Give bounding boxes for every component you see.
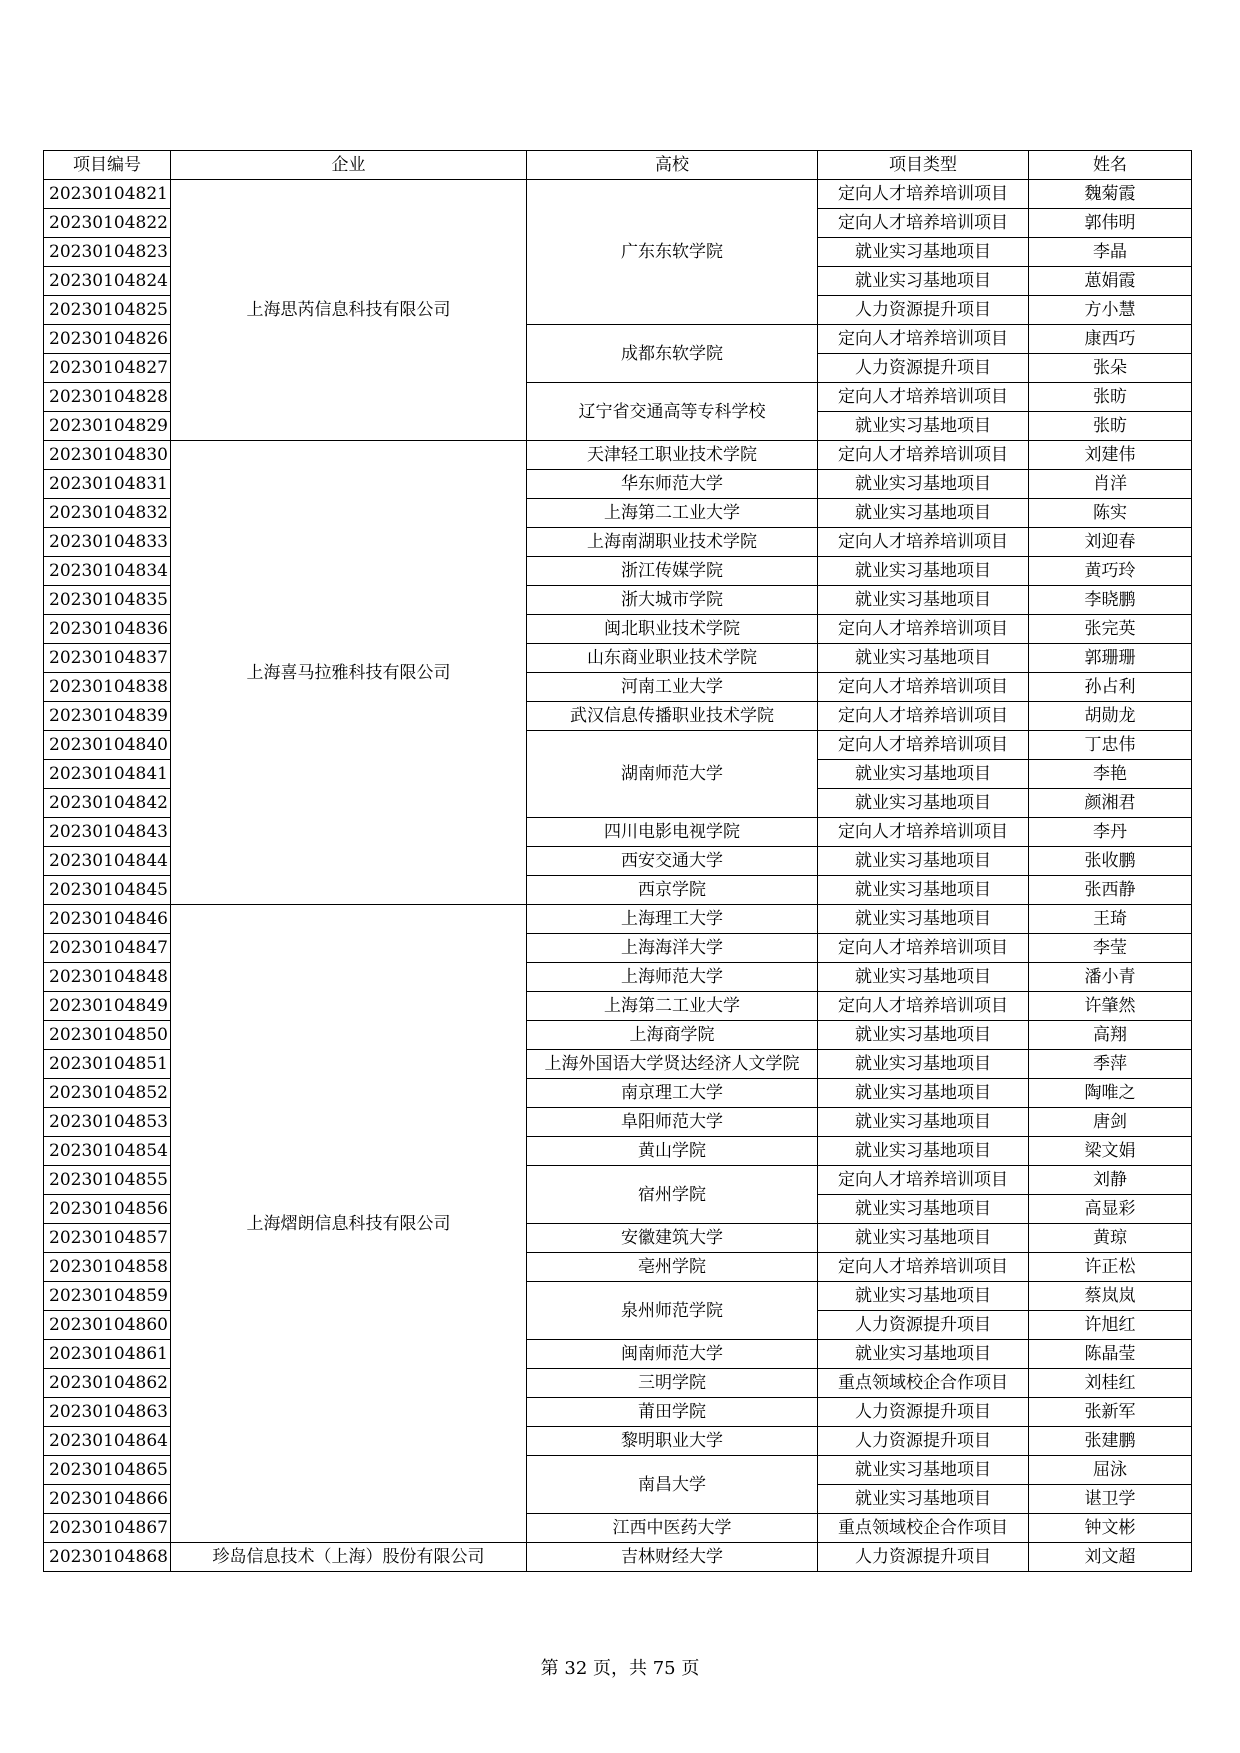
project-type-cell: 重点领域校企合作项目 [818, 1369, 1029, 1398]
person-name-cell: 刘建伟 [1029, 441, 1192, 470]
person-name-cell: 张昉 [1029, 383, 1192, 412]
project-type-cell: 就业实习基地项目 [818, 876, 1029, 905]
project-id-cell: 20230104848 [44, 963, 171, 992]
project-id-cell: 20230104842 [44, 789, 171, 818]
school-cell: 阜阳师范大学 [527, 1108, 818, 1137]
school-cell: 辽宁省交通高等专科学校 [527, 383, 818, 441]
project-id-cell: 20230104850 [44, 1021, 171, 1050]
school-cell: 南京理工大学 [527, 1079, 818, 1108]
project-id-cell: 20230104836 [44, 615, 171, 644]
header-row [44, 151, 1192, 180]
project-type-cell: 就业实习基地项目 [818, 1137, 1029, 1166]
project-id-cell: 20230104865 [44, 1456, 171, 1485]
person-name-cell: 屈泳 [1029, 1456, 1192, 1485]
project-type-cell: 人力资源提升项目 [818, 296, 1029, 325]
project-type-cell: 就业实习基地项目 [818, 1050, 1029, 1079]
person-name-cell: 黄巧玲 [1029, 557, 1192, 586]
person-name-cell: 李艳 [1029, 760, 1192, 789]
project-id-cell: 20230104822 [44, 209, 171, 238]
school-cell: 西京学院 [527, 876, 818, 905]
project-type-cell: 人力资源提升项目 [818, 1543, 1029, 1572]
project-id-cell: 20230104830 [44, 441, 171, 470]
person-name-cell: 方小慧 [1029, 296, 1192, 325]
project-type-cell: 定向人才培养培训项目 [818, 673, 1029, 702]
project-type-cell: 就业实习基地项目 [818, 1108, 1029, 1137]
school-cell: 三明学院 [527, 1369, 818, 1398]
project-type-cell: 就业实习基地项目 [818, 238, 1029, 267]
table-body [44, 151, 1192, 1572]
person-name-cell: 潘小青 [1029, 963, 1192, 992]
person-name-cell: 张收鹏 [1029, 847, 1192, 876]
project-id-cell: 20230104867 [44, 1514, 171, 1543]
person-name-cell: 许旭红 [1029, 1311, 1192, 1340]
school-cell: 泉州师范学院 [527, 1282, 818, 1340]
project-type-cell: 就业实习基地项目 [818, 1224, 1029, 1253]
project-id-cell: 20230104825 [44, 296, 171, 325]
project-type-cell: 就业实习基地项目 [818, 557, 1029, 586]
project-type-cell: 定向人才培养培训项目 [818, 1166, 1029, 1195]
person-name-cell: 李晶 [1029, 238, 1192, 267]
project-id-cell: 20230104831 [44, 470, 171, 499]
school-cell: 武汉信息传播职业技术学院 [527, 702, 818, 731]
person-name-cell: 谌卫学 [1029, 1485, 1192, 1514]
school-cell: 湖南师范大学 [527, 731, 818, 818]
project-id-cell: 20230104838 [44, 673, 171, 702]
company-cell: 上海熠朗信息科技有限公司 [171, 905, 527, 1543]
project-id-cell: 20230104839 [44, 702, 171, 731]
header-person-name: 姓名 [1029, 151, 1192, 180]
person-name-cell: 张建鹏 [1029, 1427, 1192, 1456]
project-id-cell: 20230104860 [44, 1311, 171, 1340]
school-cell: 上海师范大学 [527, 963, 818, 992]
project-type-cell: 就业实习基地项目 [818, 905, 1029, 934]
project-type-cell: 就业实习基地项目 [818, 1282, 1029, 1311]
person-name-cell: 唐剑 [1029, 1108, 1192, 1137]
project-type-cell: 就业实习基地项目 [818, 1340, 1029, 1369]
person-name-cell: 胡勋龙 [1029, 702, 1192, 731]
project-type-cell: 定向人才培养培训项目 [818, 383, 1029, 412]
person-name-cell: 高翔 [1029, 1021, 1192, 1050]
school-cell: 上海理工大学 [527, 905, 818, 934]
project-id-cell: 20230104847 [44, 934, 171, 963]
project-type-cell: 定向人才培养培训项目 [818, 934, 1029, 963]
person-name-cell: 孙占利 [1029, 673, 1192, 702]
table-row [44, 180, 1192, 209]
person-name-cell: 刘迎春 [1029, 528, 1192, 557]
header-company: 企业 [171, 151, 527, 180]
project-id-cell: 20230104863 [44, 1398, 171, 1427]
person-name-cell: 黄琼 [1029, 1224, 1192, 1253]
project-type-cell: 定向人才培养培训项目 [818, 731, 1029, 760]
person-name-cell: 高显彩 [1029, 1195, 1192, 1224]
school-cell: 华东师范大学 [527, 470, 818, 499]
school-cell: 南昌大学 [527, 1456, 818, 1514]
person-name-cell: 许肇然 [1029, 992, 1192, 1021]
project-type-cell: 定向人才培养培训项目 [818, 209, 1029, 238]
project-type-cell: 定向人才培养培训项目 [818, 528, 1029, 557]
person-name-cell: 李晓鹏 [1029, 586, 1192, 615]
person-name-cell: 张昉 [1029, 412, 1192, 441]
project-type-cell: 就业实习基地项目 [818, 963, 1029, 992]
header-school: 高校 [527, 151, 818, 180]
person-name-cell: 陈晶莹 [1029, 1340, 1192, 1369]
table-row [44, 1543, 1192, 1572]
school-cell: 成都东软学院 [527, 325, 818, 383]
project-id-cell: 20230104851 [44, 1050, 171, 1079]
person-name-cell: 康西巧 [1029, 325, 1192, 354]
school-cell: 江西中医药大学 [527, 1514, 818, 1543]
header-project-id: 项目编号 [44, 151, 171, 180]
person-name-cell: 张西静 [1029, 876, 1192, 905]
project-id-cell: 20230104845 [44, 876, 171, 905]
project-id-cell: 20230104862 [44, 1369, 171, 1398]
project-id-cell: 20230104849 [44, 992, 171, 1021]
project-type-cell: 就业实习基地项目 [818, 1485, 1029, 1514]
project-type-cell: 定向人才培养培训项目 [818, 180, 1029, 209]
person-name-cell: 陶唯之 [1029, 1079, 1192, 1108]
person-name-cell: 钟文彬 [1029, 1514, 1192, 1543]
project-id-cell: 20230104864 [44, 1427, 171, 1456]
project-type-cell: 定向人才培养培训项目 [818, 818, 1029, 847]
person-name-cell: 张朵 [1029, 354, 1192, 383]
project-type-cell: 就业实习基地项目 [818, 847, 1029, 876]
school-cell: 上海南湖职业技术学院 [527, 528, 818, 557]
project-type-cell: 定向人才培养培训项目 [818, 702, 1029, 731]
project-type-cell: 就业实习基地项目 [818, 1021, 1029, 1050]
person-name-cell: 葸娟霞 [1029, 267, 1192, 296]
school-cell: 上海第二工业大学 [527, 499, 818, 528]
project-id-cell: 20230104826 [44, 325, 171, 354]
project-id-cell: 20230104844 [44, 847, 171, 876]
table-row [44, 905, 1192, 934]
person-name-cell: 张新军 [1029, 1398, 1192, 1427]
person-name-cell: 丁忠伟 [1029, 731, 1192, 760]
person-name-cell: 梁文娟 [1029, 1137, 1192, 1166]
school-cell: 吉林财经大学 [527, 1543, 818, 1572]
project-table [43, 150, 1192, 1572]
school-cell: 上海海洋大学 [527, 934, 818, 963]
school-cell: 西安交通大学 [527, 847, 818, 876]
person-name-cell: 魏菊霞 [1029, 180, 1192, 209]
project-id-cell: 20230104835 [44, 586, 171, 615]
project-id-cell: 20230104854 [44, 1137, 171, 1166]
project-id-cell: 20230104857 [44, 1224, 171, 1253]
project-type-cell: 就业实习基地项目 [818, 470, 1029, 499]
project-id-cell: 20230104866 [44, 1485, 171, 1514]
school-cell: 莆田学院 [527, 1398, 818, 1427]
person-name-cell: 李丹 [1029, 818, 1192, 847]
project-id-cell: 20230104837 [44, 644, 171, 673]
project-type-cell: 就业实习基地项目 [818, 1079, 1029, 1108]
company-cell: 上海喜马拉雅科技有限公司 [171, 441, 527, 905]
project-id-cell: 20230104858 [44, 1253, 171, 1282]
school-cell: 上海商学院 [527, 1021, 818, 1050]
project-id-cell: 20230104823 [44, 238, 171, 267]
project-id-cell: 20230104853 [44, 1108, 171, 1137]
school-cell: 宿州学院 [527, 1166, 818, 1224]
project-type-cell: 定向人才培养培训项目 [818, 615, 1029, 644]
table-row [44, 441, 1192, 470]
header-project-type: 项目类型 [818, 151, 1029, 180]
project-id-cell: 20230104827 [44, 354, 171, 383]
school-cell: 广东东软学院 [527, 180, 818, 325]
company-cell: 珍岛信息技术（上海）股份有限公司 [171, 1543, 527, 1572]
project-id-cell: 20230104840 [44, 731, 171, 760]
project-id-cell: 20230104841 [44, 760, 171, 789]
person-name-cell: 季萍 [1029, 1050, 1192, 1079]
project-id-cell: 20230104832 [44, 499, 171, 528]
project-id-cell: 20230104856 [44, 1195, 171, 1224]
project-type-cell: 重点领域校企合作项目 [818, 1514, 1029, 1543]
person-name-cell: 许正松 [1029, 1253, 1192, 1282]
school-cell: 浙江传媒学院 [527, 557, 818, 586]
person-name-cell: 刘文超 [1029, 1543, 1192, 1572]
project-id-cell: 20230104843 [44, 818, 171, 847]
project-type-cell: 就业实习基地项目 [818, 789, 1029, 818]
project-type-cell: 人力资源提升项目 [818, 354, 1029, 383]
person-name-cell: 陈实 [1029, 499, 1192, 528]
project-type-cell: 定向人才培养培训项目 [818, 441, 1029, 470]
project-id-cell: 20230104824 [44, 267, 171, 296]
person-name-cell: 刘静 [1029, 1166, 1192, 1195]
project-type-cell: 定向人才培养培训项目 [818, 325, 1029, 354]
school-cell: 上海外国语大学贤达经济人文学院 [527, 1050, 818, 1079]
school-cell: 亳州学院 [527, 1253, 818, 1282]
school-cell: 安徽建筑大学 [527, 1224, 818, 1253]
project-type-cell: 就业实习基地项目 [818, 1456, 1029, 1485]
project-id-cell: 20230104859 [44, 1282, 171, 1311]
project-type-cell: 人力资源提升项目 [818, 1311, 1029, 1340]
school-cell: 闽北职业技术学院 [527, 615, 818, 644]
company-cell: 上海思芮信息科技有限公司 [171, 180, 527, 441]
person-name-cell: 李莹 [1029, 934, 1192, 963]
school-cell: 闽南师范大学 [527, 1340, 818, 1369]
project-id-cell: 20230104833 [44, 528, 171, 557]
project-type-cell: 就业实习基地项目 [818, 1195, 1029, 1224]
project-type-cell: 就业实习基地项目 [818, 760, 1029, 789]
person-name-cell: 张完英 [1029, 615, 1192, 644]
school-cell: 浙大城市学院 [527, 586, 818, 615]
project-type-cell: 人力资源提升项目 [818, 1427, 1029, 1456]
project-type-cell: 人力资源提升项目 [818, 1398, 1029, 1427]
project-type-cell: 就业实习基地项目 [818, 586, 1029, 615]
project-id-cell: 20230104868 [44, 1543, 171, 1572]
project-id-cell: 20230104852 [44, 1079, 171, 1108]
person-name-cell: 刘桂红 [1029, 1369, 1192, 1398]
project-type-cell: 定向人才培养培训项目 [818, 1253, 1029, 1282]
project-type-cell: 就业实习基地项目 [818, 267, 1029, 296]
school-cell: 河南工业大学 [527, 673, 818, 702]
project-type-cell: 就业实习基地项目 [818, 644, 1029, 673]
person-name-cell: 颜湘君 [1029, 789, 1192, 818]
school-cell: 黎明职业大学 [527, 1427, 818, 1456]
project-type-cell: 定向人才培养培训项目 [818, 992, 1029, 1021]
person-name-cell: 郭珊珊 [1029, 644, 1192, 673]
page-footer: 第 32 页，共 75 页 [540, 1658, 700, 1679]
person-name-cell: 郭伟明 [1029, 209, 1192, 238]
school-cell: 山东商业职业技术学院 [527, 644, 818, 673]
school-cell: 上海第二工业大学 [527, 992, 818, 1021]
project-id-cell: 20230104855 [44, 1166, 171, 1195]
project-id-cell: 20230104861 [44, 1340, 171, 1369]
project-type-cell: 就业实习基地项目 [818, 412, 1029, 441]
person-name-cell: 王琦 [1029, 905, 1192, 934]
project-id-cell: 20230104846 [44, 905, 171, 934]
project-id-cell: 20230104821 [44, 180, 171, 209]
project-id-cell: 20230104828 [44, 383, 171, 412]
person-name-cell: 肖洋 [1029, 470, 1192, 499]
person-name-cell: 蔡岚岚 [1029, 1282, 1192, 1311]
school-cell: 黄山学院 [527, 1137, 818, 1166]
project-id-cell: 20230104829 [44, 412, 171, 441]
project-id-cell: 20230104834 [44, 557, 171, 586]
school-cell: 四川电影电视学院 [527, 818, 818, 847]
school-cell: 天津轻工职业技术学院 [527, 441, 818, 470]
project-type-cell: 就业实习基地项目 [818, 499, 1029, 528]
